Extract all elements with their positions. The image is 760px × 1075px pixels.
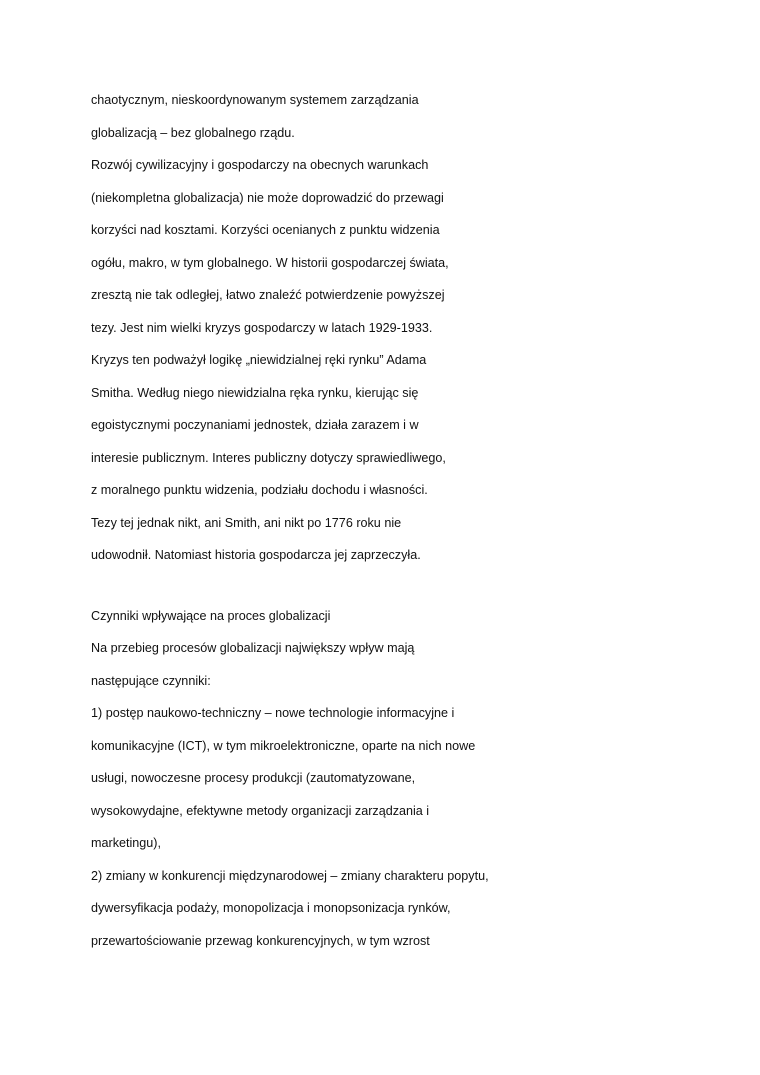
section-heading: Czynniki wpływające na proces globalizacji	[91, 608, 331, 623]
text-line: Tezy tej jednak nikt, ani Smith, ani nikt po 1776 roku nie	[91, 515, 402, 530]
text-line: (niekompletna globalizacja) nie może doprowadzić do przewagi	[91, 190, 444, 205]
text-line: chaotycznym, nieskoordynowanym systemem zarządzania	[91, 93, 419, 107]
text-line: tezy. Jest nim wielki kryzys gospodarczy w latach 1929-1933.	[91, 320, 433, 335]
text-line: interesie publicznym. Interes publiczny dotyczy sprawiedliwego,	[91, 450, 446, 465]
paragraph-spacer	[91, 578, 711, 606]
text-line: z moralnego punktu widzenia, podziału dochodu i własności.	[91, 483, 428, 497]
list-item-line: przewartościowanie przewag konkurencyjnych, w tym wzrost	[91, 933, 430, 948]
list-item-line: dywersyfikacja podaży, monopolizacja i monopsonizacja rynków,	[91, 901, 451, 915]
list-item-line: 2) zmiany w konkurencji międzynarodowej – zmiany charakteru popytu,	[91, 868, 489, 883]
text-line: Kryzys ten podważył logikę „niewidzialnej ręki rynku” Adama	[91, 353, 427, 367]
text-line: zresztą nie tak odległej, łatwo znaleźć potwierdzenie powyższej	[91, 288, 445, 302]
list-item-line: usługi, nowoczesne procesy produkcji (zautomatyzowane,	[91, 771, 416, 785]
text-line: egoistycznymi poczynaniami jednostek, działa zarazem i w	[91, 418, 419, 432]
text-line: Rozwój cywilizacyjny i gospodarczy na obecnych warunkach	[91, 158, 429, 172]
list-item-line: wysokowydajne, efektywne metody organizacji zarządzania i	[91, 803, 430, 818]
text-line: Smitha. Według niego niewidzialna ręka rynku, kierując się	[91, 385, 419, 400]
text-line: globalizacją – bez globalnego rządu.	[91, 125, 295, 140]
text-line: Na przebieg procesów globalizacji największy wpływ mają	[91, 641, 415, 655]
text-line: udowodnił. Natomiast historia gospodarcza jej zaprzeczyła.	[91, 548, 421, 562]
list-item-line: 1) postęp naukowo-techniczny – nowe technologie informacyjne i	[91, 706, 455, 720]
document-body	[91, 90, 711, 963]
text-line: następujące czynniki:	[91, 673, 211, 688]
list-item-line: marketingu),	[91, 836, 161, 850]
text-line: korzyści nad kosztami. Korzyści ocenianych z punktu widzenia	[91, 223, 440, 237]
text-line: ogółu, makro, w tym globalnego. W historii gospodarczej świata,	[91, 255, 449, 270]
list-item-line: komunikacyjne (ICT), w tym mikroelektroniczne, oparte na nich nowe	[91, 738, 476, 753]
